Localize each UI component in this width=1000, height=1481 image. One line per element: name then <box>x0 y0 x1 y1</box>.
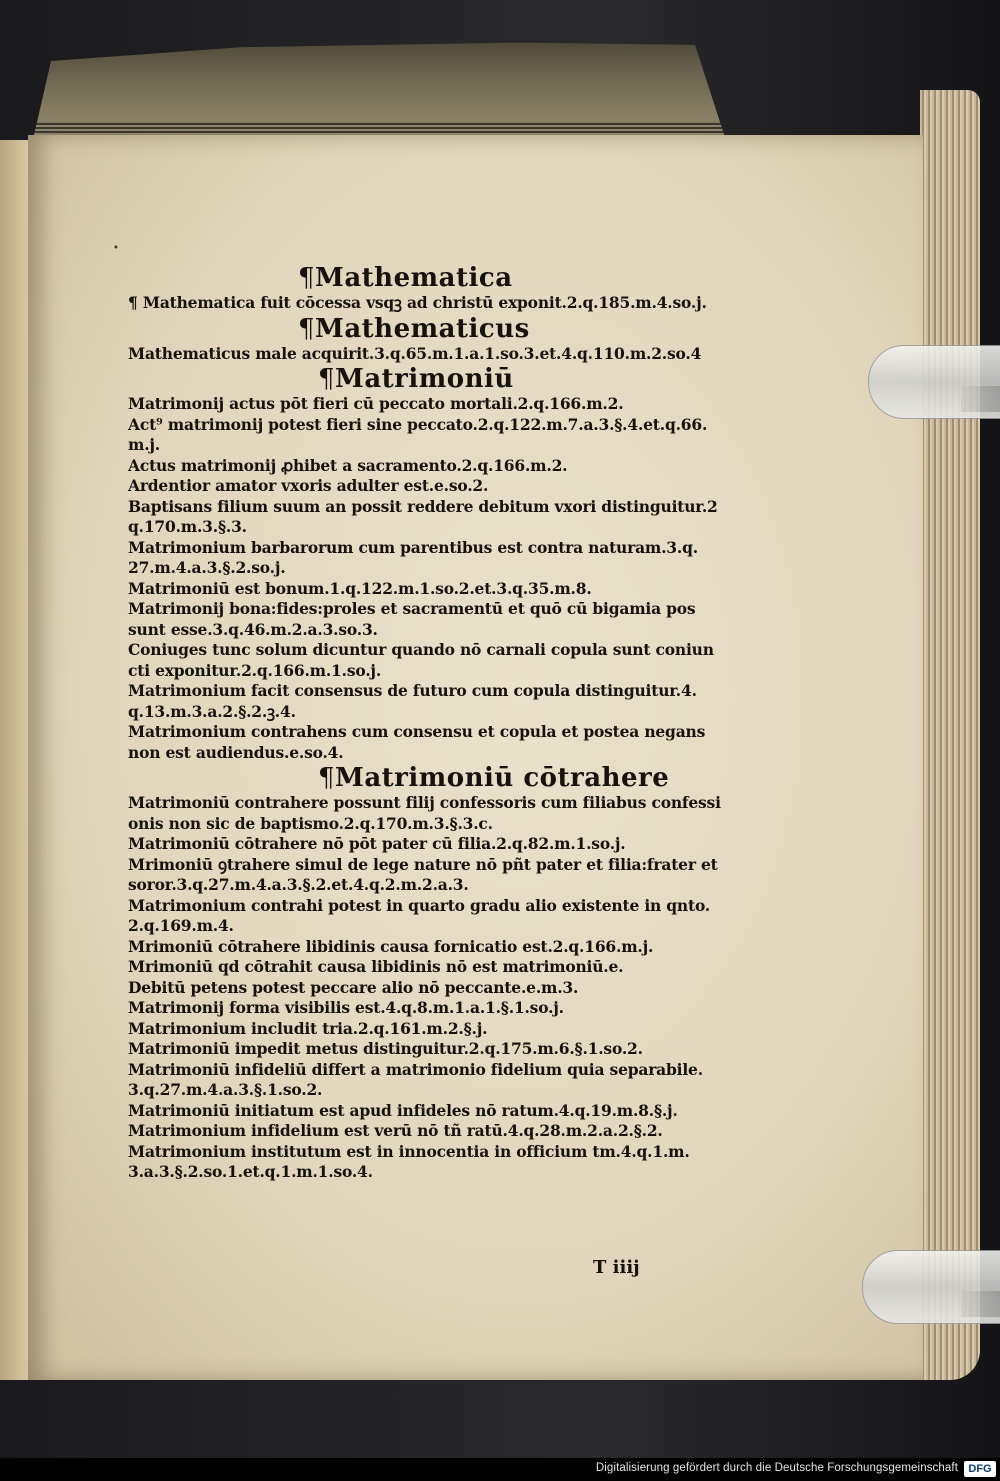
index-entry: Matrimoniū infideliū differt a matrimonio fidelium quia separabile. <box>128 1059 703 1079</box>
index-entry: Mrimoniū ꝯtrahere simul de lege nature nō pñt pater et filia:frater et <box>128 854 718 874</box>
dfg-logo: DFG <box>964 1461 996 1477</box>
section-heading-text: Matrimoniū <box>335 364 514 394</box>
index-entry: Matrimonium facit consensus de futuro cum copula distinguitur.4. <box>128 681 697 700</box>
index-entry: 2.q.169.m.4. <box>128 916 234 935</box>
paragraph-mark-icon: ¶ <box>298 263 316 293</box>
index-entry: non est audiendus.e.so.4. <box>128 742 344 762</box>
index-entry: Matrimonium includit tria.2.q.161.m.2.§.j. <box>128 1018 488 1038</box>
page-clip-upper <box>868 345 1000 419</box>
page-clip-lower <box>862 1250 1000 1324</box>
paragraph-mark-icon: ¶ <box>318 763 336 793</box>
signature-mark: T iiij <box>593 1257 640 1278</box>
index-entry: Matrimoniū initiatum est apud infideles nō ratum.4.q.19.m.8.§.j. <box>128 1100 678 1120</box>
section-heading <box>128 263 768 293</box>
page-text-block <box>128 263 768 1183</box>
index-entry: Debitū petens potest peccare alio nō peccante.e.m.3. <box>128 977 579 997</box>
section-heading <box>128 763 768 793</box>
index-entry: q.13.m.3.a.2.§.2.ꝫ.4. <box>128 701 296 721</box>
index-entry: 27.m.4.a.3.§.2.so.j. <box>128 558 286 577</box>
section-heading <box>128 364 768 394</box>
index-entry: Ardentior amator vxoris adulter est.e.so.2. <box>128 476 489 495</box>
index-entry: onis non sic de baptismo.2.q.170.m.3.§.3.c. <box>128 813 493 833</box>
index-entry: 3.a.3.§.2.so.1.et.q.1.m.1.so.4. <box>128 1162 373 1181</box>
index-entry: Mrimoniū qd cōtrahit causa libidinis nō est matrimoniū.e. <box>128 957 624 976</box>
index-entry: Matrimonium institutum est in innocentia in officium tm.4.q.1.m. <box>128 1141 690 1161</box>
ink-mark: • <box>113 243 119 254</box>
index-entry: Coniuges tunc solum dicuntur quando nō carnali copula sunt coniun <box>128 640 714 659</box>
footer-bar <box>0 1458 1000 1481</box>
index-entry: Baptisans filium suum an possit reddere debitum vxori distinguitur.2 <box>128 496 718 516</box>
index-entry: Mathematicus male acquirit.3.q.65.m.1.a.1.so.3.et.4.q.110.m.2.so.4 <box>128 343 702 363</box>
index-entry: Matrimonium infidelium est verū nō tñ ratū.4.q.28.m.2.a.2.§.2. <box>128 1121 663 1140</box>
index-entry: Matrimonij actus pōt fieri cū peccato mortali.2.q.166.m.2. <box>128 394 624 413</box>
index-entry: Matrimonij bona:fides:proles et sacramentū et quō cū bigamia pos <box>128 599 696 618</box>
index-entry: soror.3.q.27.m.4.a.3.§.2.et.4.q.2.m.2.a.3. <box>128 875 469 894</box>
index-entry: Matrimoniū cōtrahere nō pōt pater cū filia.2.q.82.m.1.so.j. <box>128 834 626 853</box>
index-entry: m.j. <box>128 435 161 454</box>
index-entry: Actus matrimonij ꝓhibet a sacramento.2.q.166.m.2. <box>128 455 568 475</box>
index-entry: Matrimonij forma visibilis est.4.q.8.m.1.a.1.§.1.so.j. <box>128 998 564 1017</box>
paragraph-mark-icon: ¶ <box>298 313 316 344</box>
index-entry: Act⁹ matrimonij potest fieri sine peccato.2.q.122.m.7.a.3.§.4.et.q.66. <box>128 414 708 434</box>
index-entry: Matrimonium barbarorum cum parentibus est contra naturam.3.q. <box>128 537 698 557</box>
book-page <box>28 135 923 1380</box>
section-heading <box>128 314 768 344</box>
index-entry: sunt esse.3.q.46.m.2.a.3.so.3. <box>128 619 378 639</box>
index-entry: q.170.m.3.§.3. <box>128 517 247 536</box>
index-entry: Matrimoniū contrahere possunt filij confessoris cum filiabus confessi <box>128 793 721 812</box>
index-entry: Matrimonium contrahens cum consensu et copula et postea negans <box>128 722 706 741</box>
section-heading-text: Mathematicus <box>315 313 530 344</box>
funding-notice: Digitalisierung gefördert durch die Deutsche Forschungsgemeinschaft <box>595 1462 958 1474</box>
paragraph-mark-icon: ¶ <box>318 364 336 394</box>
index-entry: Matrimoniū impedit metus distinguitur.2.q.175.m.6.§.1.so.2. <box>128 1039 643 1058</box>
section-heading-text: Matrimoniū cōtrahere <box>335 763 670 793</box>
book-fore-edge <box>920 90 980 1380</box>
index-entry: Matrimoniū est bonum.1.q.122.m.1.so.2.et.3.q.35.m.8. <box>128 578 592 598</box>
section-heading-text: Mathematica <box>315 263 513 293</box>
index-entry: 3.q.27.m.4.a.3.§.1.so.2. <box>128 1080 323 1099</box>
index-entry: Matrimonium contrahi potest in quarto gradu alio existente in qnto. <box>128 895 711 915</box>
index-entry: ¶ Mathematica fuit cōcessa vsqꝫ ad christū exponit.2.q.185.m.4.so.j. <box>128 293 707 312</box>
index-entry: cti exponitur.2.q.166.m.1.so.j. <box>128 660 382 680</box>
index-entry: Mrimoniū cōtrahere libidinis causa fornicatio est.2.q.166.m.j. <box>128 936 654 956</box>
